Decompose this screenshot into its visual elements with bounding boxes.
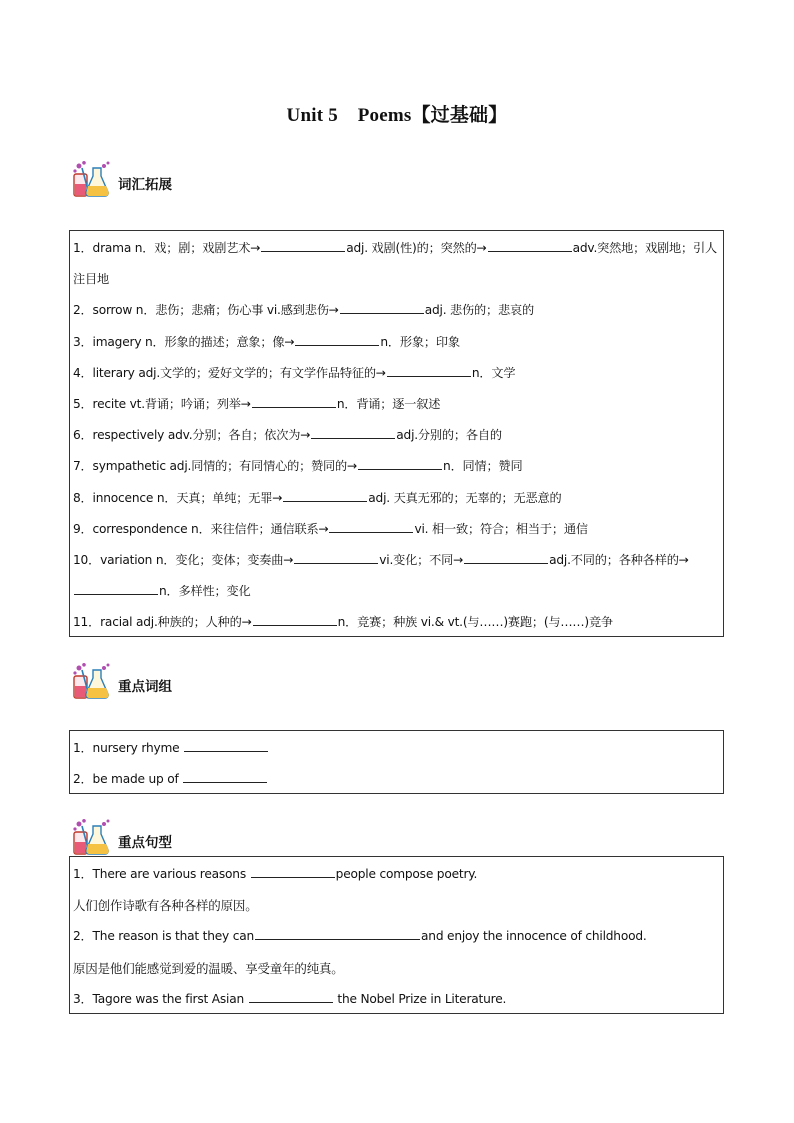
answer-blank[interactable] xyxy=(255,927,420,940)
translation-line: 人们创作诗歌有各种各样的原因。 xyxy=(73,898,258,914)
list-item: 6．respectively adv.分别；各自；依次为→ adj.分别的；各自的 xyxy=(73,428,502,443)
list-item: 2．The reason is that they can and enjoy the innocence of childhood. xyxy=(73,929,647,944)
lab-flask-icon xyxy=(70,818,112,858)
answer-blank[interactable] xyxy=(184,739,268,752)
answer-blank[interactable] xyxy=(249,990,333,1003)
answer-blank[interactable] xyxy=(340,301,424,314)
answer-blank[interactable] xyxy=(253,613,337,626)
section-label: 重点句型 xyxy=(118,835,172,851)
answer-blank[interactable] xyxy=(295,333,379,346)
answer-blank[interactable] xyxy=(464,551,548,564)
list-item: 3．imagery n．形象的描述；意象；像→ n．形象；印象 xyxy=(73,334,460,349)
answer-blank[interactable] xyxy=(252,395,336,408)
list-item: 1．nursery rhyme xyxy=(73,733,719,764)
answer-blank[interactable] xyxy=(358,457,442,470)
answer-blank[interactable] xyxy=(251,865,335,878)
phrases-box xyxy=(69,730,724,794)
section-label: 重点词组 xyxy=(118,679,172,695)
list-item: 8．innocence n．天真；单纯；无罪→ adj. 天真无邪的；无辜的；无恶意的 xyxy=(73,490,562,505)
list-item: 4．literary adj.文学的；爱好文学的；有文学作品特征的→ n．文学 xyxy=(73,365,516,380)
lab-flask-icon xyxy=(70,662,112,702)
answer-blank[interactable] xyxy=(261,239,345,252)
section-header-phrases xyxy=(70,660,172,704)
answer-blank[interactable] xyxy=(329,520,413,533)
page-title: Unit 5 Poems【过基础】 xyxy=(286,105,508,126)
section-header-vocab xyxy=(70,158,172,202)
answer-blank[interactable] xyxy=(283,489,367,502)
list-item: 2．be made up of xyxy=(73,764,719,795)
sentences-box xyxy=(69,856,724,1014)
section-header-sentences xyxy=(70,816,172,860)
section-label: 词汇拓展 xyxy=(118,177,172,193)
answer-blank[interactable] xyxy=(183,770,267,783)
list-item: 3．Tagore was the first Asian the Nobel Prize in Literature. xyxy=(73,991,507,1006)
lab-flask-icon xyxy=(70,160,112,200)
list-item: 10．variation n．变化；变体；变奏曲→ vi.变化；不同→ adj.不同的；各种各样的→n．多样性；变化 xyxy=(73,553,689,599)
vocab-box xyxy=(69,230,724,637)
list-item: 1．drama n．戏；剧；戏剧艺术→ adj. 戏剧(性)的；突然的→ adv.突然地；戏剧地；引人注目地 xyxy=(73,241,717,287)
list-item: 1．There are various reasons people compose poetry. xyxy=(73,867,478,881)
answer-blank[interactable] xyxy=(294,551,378,564)
answer-blank[interactable] xyxy=(488,239,572,252)
answer-blank[interactable] xyxy=(74,582,158,595)
list-item: 5．recite vt.背诵；吟诵；列举→ n．背诵；逐一叙述 xyxy=(73,397,441,412)
list-item: 2．sorrow n．悲伤；悲痛；伤心事 vi.感到悲伤→ adj. 悲伤的；悲哀的 xyxy=(73,303,534,318)
list-item: 11．racial adj.种族的；人种的→ n．竞赛；种族 vi.& vt.(与……)赛跑；(与……)竞争 xyxy=(73,615,613,630)
answer-blank[interactable] xyxy=(387,364,471,377)
translation-line: 原因是他们能感觉到爱的温暖、享受童年的纯真。 xyxy=(73,960,344,976)
list-item: 9．correspondence n．来往信件；通信联系→ vi. 相一致；符合；相当于；通信 xyxy=(73,521,588,536)
answer-blank[interactable] xyxy=(311,426,395,439)
list-item: 7．sympathetic adj.同情的；有同情心的；赞同的→ n．同情；赞同 xyxy=(73,459,523,474)
